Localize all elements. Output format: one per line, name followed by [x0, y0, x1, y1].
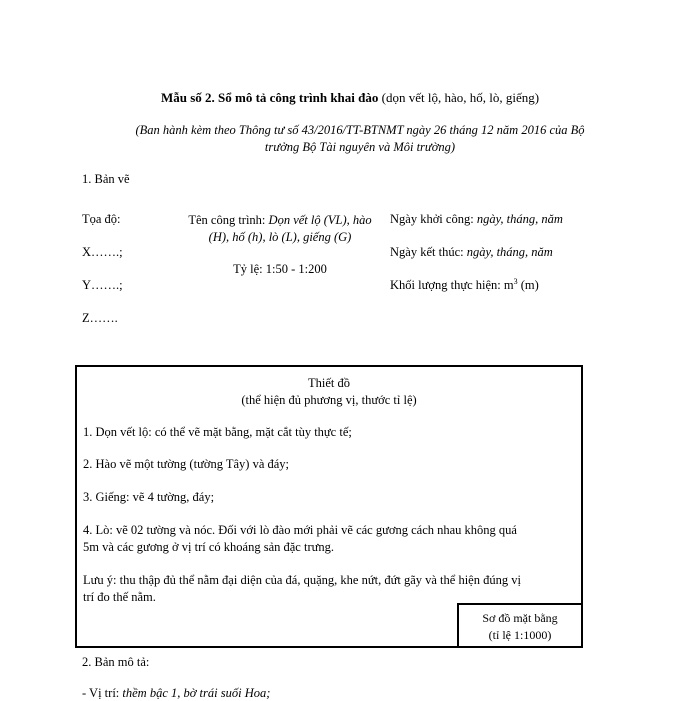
box-item-4 — [83, 522, 575, 556]
volume — [390, 278, 539, 293]
box-header — [83, 375, 575, 409]
volume-unit: (m) — [517, 278, 539, 292]
work-name — [170, 212, 390, 246]
location-value: thềm bậc 1, bờ trái suối Hoa; — [122, 686, 271, 700]
section1-heading: 1. Bản vẽ — [82, 172, 130, 186]
coord-z: Z……. — [82, 311, 118, 325]
location-line — [82, 686, 270, 701]
box-item-1: 1. Dọn vết lộ: có thể vẽ mặt bằng, mặt cắt tùy thực tế; — [83, 425, 352, 439]
end-date — [390, 245, 553, 260]
volume-sup: 3 — [513, 276, 518, 286]
box-item-2: 2. Hào vẽ một tường (tường Tây) và đáy; — [83, 457, 290, 471]
box-note — [83, 572, 575, 606]
scale-text: Tỷ lệ: 1:50 - 1:200 — [233, 262, 327, 276]
box-item-4-line1: 4. Lò: vẽ 02 tường và nóc. Đối với lò đào mới phải vẽ các gương cách nhau không quá — [83, 523, 517, 537]
box-note-line1: Lưu ý: thu thập đủ thể nằm đại diện của đá, quặng, khe nứt, đứt gãy và thể hiện đúng vị — [83, 573, 521, 587]
box-subtitle: (thể hiện đủ phương vị, thước tỉ lệ) — [241, 393, 417, 407]
volume-label: Khối lượng thực hiện: m — [390, 278, 514, 292]
box-title: Thiết đồ — [307, 376, 350, 390]
end-label: Ngày kết thúc: — [390, 245, 467, 259]
end-value: ngày, tháng, năm — [466, 245, 553, 259]
section2-heading: 2. Bản mô tả: — [82, 655, 150, 669]
box-item-4-line2: 5m và các gương ở vị trí có khoáng sản đặc trưng. — [83, 540, 335, 554]
site-plan-box — [457, 603, 583, 648]
document-subtitle — [120, 122, 600, 156]
work-name-value-2: (H), hố (h), lò (L), giếng (G) — [208, 230, 352, 244]
start-date — [390, 212, 563, 227]
title-normal: (dọn vết lộ, hào, hố, lò, giếng) — [378, 90, 540, 105]
coord-label: Tọa độ: — [82, 212, 121, 226]
start-value: ngày, tháng, năm — [476, 212, 563, 226]
coord-y: Y…….; — [82, 278, 123, 292]
location-label: - Vị trí: — [82, 686, 123, 700]
work-name-label: Tên công trình: — [188, 213, 269, 227]
coord-x: X…….; — [82, 245, 123, 259]
thiet-do-box — [75, 365, 583, 648]
work-name-value-1: Dọn vết lộ (VL), hào — [268, 213, 372, 227]
subtitle-line2: trưởng Bộ Tài nguyên và Môi trường) — [264, 140, 456, 154]
title-bold: Mẫu số 2. Sổ mô tả công trình khai đào — [160, 90, 379, 105]
box-item-3: 3. Giếng: vẽ 4 tường, đáy; — [83, 490, 215, 504]
box-note-line2: trí đo thế nằm. — [83, 590, 156, 604]
site-plan-title: Sơ đồ mặt bằng — [482, 611, 558, 625]
site-plan-scale: (tỉ lệ 1:1000) — [488, 628, 552, 642]
start-label: Ngày khởi công: — [390, 212, 477, 226]
document-title — [0, 90, 700, 106]
subtitle-line1: (Ban hành kèm theo Thông tư số 43/2016/TT-BTNMT ngày 26 tháng 12 năm 2016 của Bộ — [135, 123, 585, 137]
